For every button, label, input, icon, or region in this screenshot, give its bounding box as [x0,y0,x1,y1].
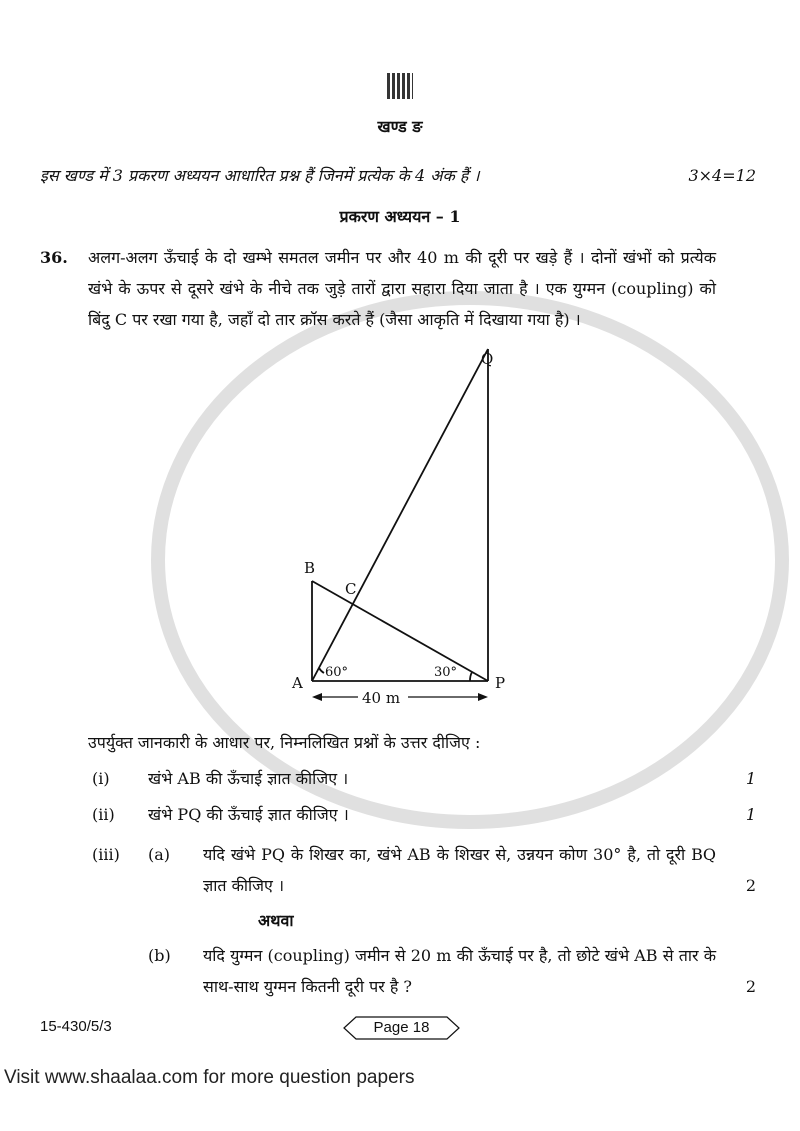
question-number: 36. [40,248,68,267]
page-badge [343,1016,460,1040]
subq-ii-num: (ii) [92,805,115,824]
page-label: Page 18 [373,1019,430,1036]
prompt: उपर्युक्त जानकारी के आधार पर, निम्नलिखित प्रश्नों के उत्तर दीजिए : [88,733,481,752]
subq-ii-marks: 1 [745,805,756,824]
subq-i-marks: 1 [745,769,756,788]
label-a: A [292,674,303,692]
arrow-left-icon [312,693,322,701]
paper-code: 15-430/5/3 [40,1018,112,1035]
angle-arc-a [319,668,324,673]
subq-ii-text: खंभे PQ की ऊँचाई ज्ञात कीजिए । [148,805,349,824]
section-title: खण्ड ङ [377,117,423,136]
angle-p-label: 30° [434,665,458,680]
or-label: अथवा [258,911,294,930]
subq-iii-num: (iii) [92,845,120,864]
subq-i-num: (i) [92,769,110,788]
subq-iii-a-label: (a) [148,845,171,864]
subq-iii-b-text: यदि युग्मन (coupling) जमीन से 20 m की ऊँचाई पर है, तो छोटे खंभे AB से तार के साथ-साथ युग्मन कितनी दूरी पर है ? [203,946,717,996]
section-marks: 3×4=12 [688,166,756,185]
subq-iii-b-marks: 2 [745,977,756,996]
label-c: C [345,580,357,598]
qr-code [387,73,413,99]
subq-iii-a-marks: 2 [745,876,756,895]
section-instruction: इस खण्ड में 3 प्रकरण अध्ययन आधारित प्रश्न हैं जिनमें प्रत्येक के 4 अंक हैं । [40,166,480,185]
label-p: P [495,674,506,692]
subq-i-text: खंभे AB की ऊँचाई ज्ञात कीजिए । [148,769,349,788]
label-b: B [304,559,316,577]
label-q: Q [481,350,494,368]
figure [0,339,800,719]
angle-arc-p [470,672,472,681]
arrow-right-icon [478,693,488,701]
distance-label: 40 m [362,689,401,707]
angle-a-label: 60° [325,665,349,680]
footer-link[interactable]: Visit www.shaalaa.com for more question papers [4,1067,415,1088]
subq-iii-a-text: यदि खंभे PQ के शिखर का, खंभे AB के शिखर से, उन्नयन कोण 30° है, तो दूरी BQ ज्ञात कीजिए । [203,845,716,895]
question-text: अलग-अलग ऊँचाई के दो खम्भे समतल जमीन पर और 40 m की दूरी पर खड़े हैं । दोनों खंभों को प्रत्येक खंभे के ऊपर से दूसरे खंभे के नीचे तक जुड़े तारों द्वारा सहारा दिया जाता है । एक युग्मन (coupling) को बिंदु C पर रखा गया है, जहाँ दो तार क्रॉस करते हैं (जैसा आकृति में दिखाया गया है) । [88,248,716,329]
case-study-title: प्रकरण अध्ययन – 1 [339,207,461,226]
subq-iii-b-label: (b) [148,946,171,965]
